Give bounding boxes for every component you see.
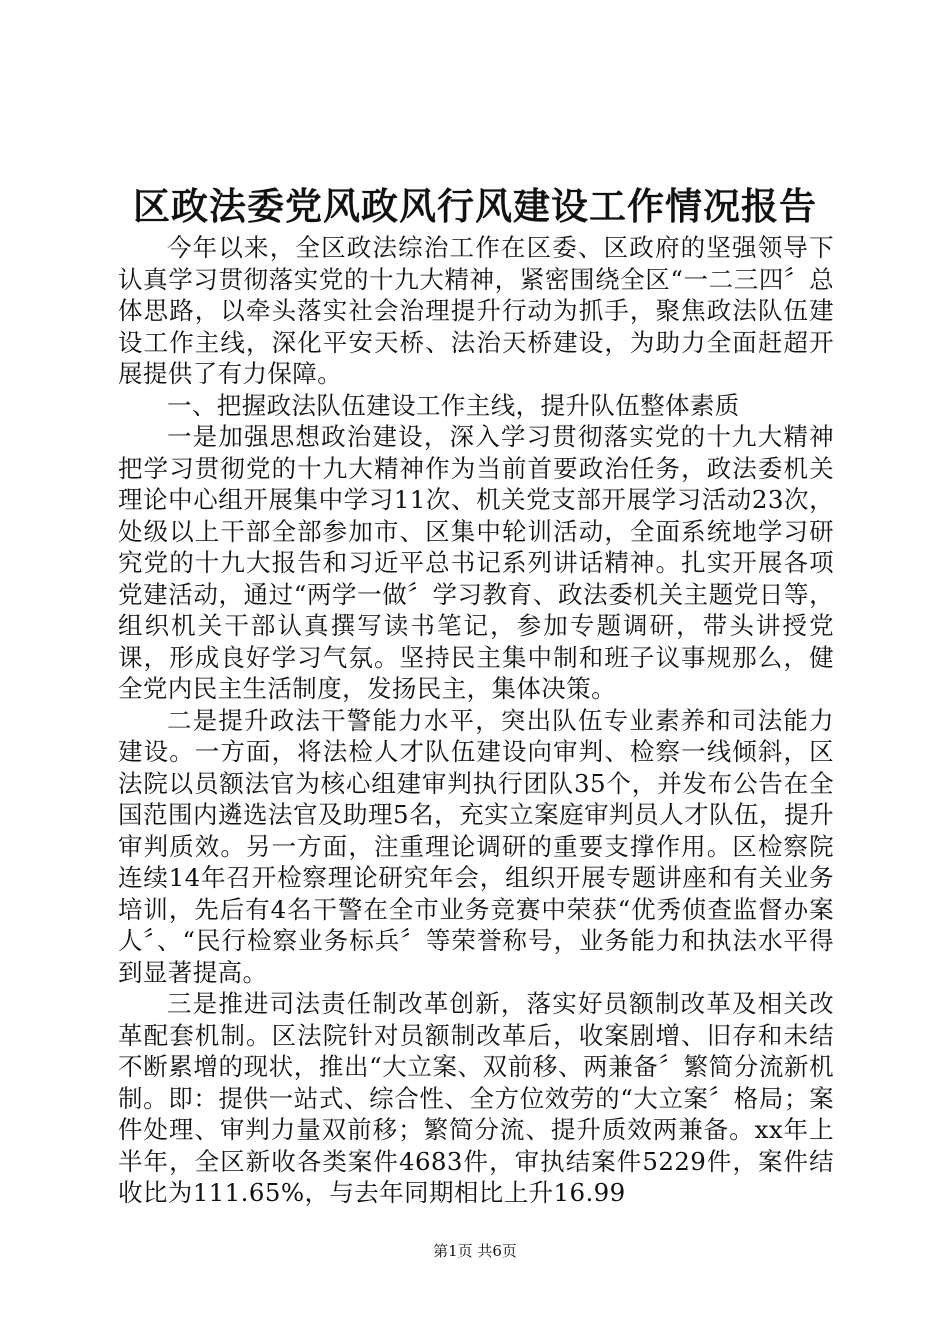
paragraph-item-2: 二是提升政法干警能力水平，突出队伍专业素养和司法能力建设。一方面，将法检人才队伍建设向审判、检察一线倾斜，区法院以员额法官为核心组建审判执行团队35个，并发布公告在全国范围内遴选法官及助理5名，充实立案庭审判员人才队伍，提升审判质效。另一方面，注重理论调研的重要支撑作用。区检察院连续14年召开检察理论研究年会，组织开展专题讲座和有关业务培训，先后有4名干警在全市业务竞赛中荣获“优秀侦查监督办案人〞、“民行检察业务标兵〞等荣誉称号，业务能力和执法水平得到显著提高。 xyxy=(118,705,834,987)
paragraph-item-3: 三是推进司法责任制改革创新，落实好员额制改革及相关改革配套机制。区法院针对员额制改革后，收案剧增、旧存和未结不断累增的现状，推出“大立案、双前移、两兼备〞繁简分流新机制。即：提供一站式、综合性、全方位效劳的“大立案〞格局；案件处理、审判力量双前移；繁简分流、提升质效两兼备。xx年上半年，全区新收各类案件4683件，审执结案件5229件，案件结收比为111.65%，与去年同期相比上升16.99 xyxy=(118,989,834,1207)
paragraph-item-1: 一是加强思想政治建设，深入学习贯彻落实党的十九大精神把学习贯彻党的十九大精神作为当前首要政治任务，政法委机关理论中心组开展集中学习11次、机关党支部开展学习活动23次，处级以上干部全部参加市、区集中轮训活动，全面系统地学习研究党的十九大报告和习近平总书记系列讲话精神。扎实开展各项党建活动，通过“两学一做〞学习教育、政法委机关主题党日等，组织机关干部认真撰写读书笔记，参加专题调研，带头讲授党课，形成良好学习气氛。坚持民主集中制和班子议事规那么，健全党内民主生活制度，发扬民主，集体决策。 xyxy=(118,422,834,703)
section-heading-1: 一、把握政法队伍建设工作主线，提升队伍整体素质 xyxy=(167,390,740,420)
document-title: 区政法委党风政风行风建设工作情况报告 xyxy=(133,184,817,228)
page-number-footer: 第1页 共6页 xyxy=(433,1242,517,1260)
paragraph-intro: 今年以来，全区政法综治工作在区委、区政府的坚强领导下认真学习贯彻落实党的十九大精神，紧密围绕全区“一二三四〞总体思路，以牵头落实社会治理提升行动为抓手，聚焦政法队伍建设工作主线，深化平安天桥、法治天桥建设，为助力全面赶超开展提供了有力保障。 xyxy=(118,233,834,388)
document-body xyxy=(118,232,834,1209)
